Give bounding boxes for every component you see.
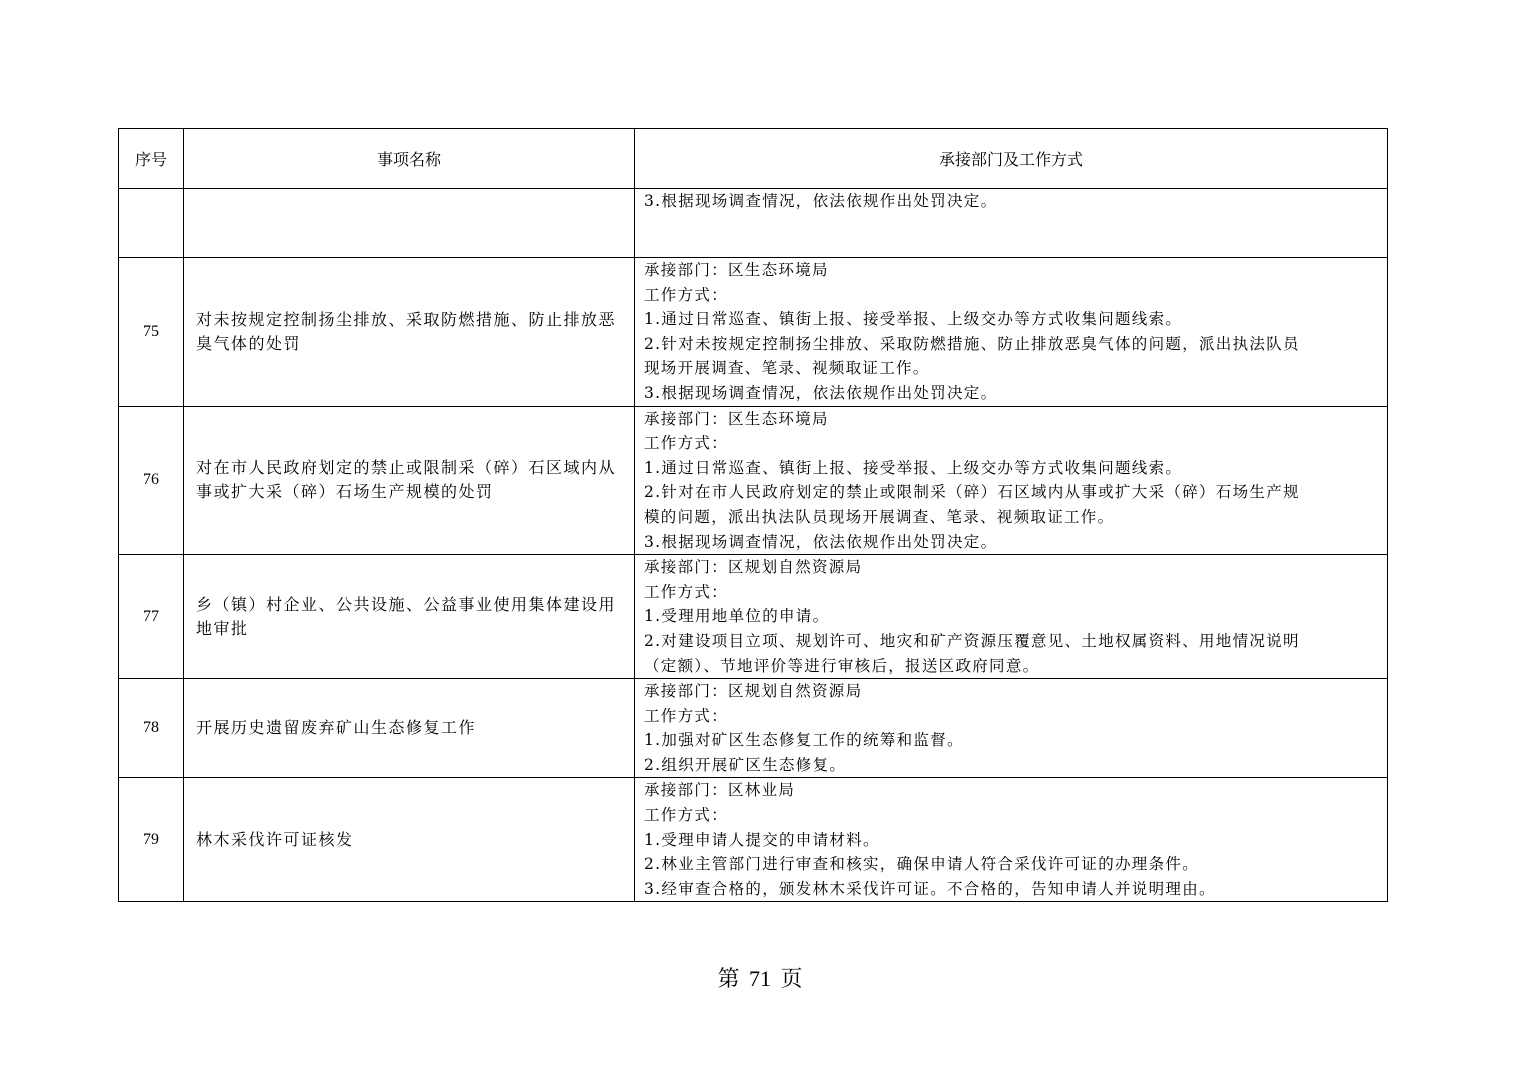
row-method xyxy=(635,679,1388,778)
method-line: 3.经审查合格的，颁发林木采伐许可证。不合格的，告知申请人并说明理由。 xyxy=(644,879,1216,898)
row-number: 76 xyxy=(119,406,184,555)
method-line: 现场开展调查、笔录、视频取证工作。 xyxy=(644,359,930,378)
page-number: 71 xyxy=(749,966,771,991)
row-item-name: 林木采伐许可证核发 xyxy=(184,778,635,902)
method-line: 工作方式： xyxy=(644,285,729,304)
table-row xyxy=(119,679,1388,778)
row-item-name: 对在市人民政府划定的禁止或限制采（碎）石区域内从事或扩大采（碎）石场生产规模的处罚 xyxy=(184,406,635,555)
table-row xyxy=(119,778,1388,902)
row-method xyxy=(635,406,1388,555)
table-row xyxy=(119,555,1388,679)
method-line: 工作方式： xyxy=(644,434,729,453)
row-number: 79 xyxy=(119,778,184,902)
method-line: 3.根据现场调查情况，依法依规作出处罚决定。 xyxy=(644,532,998,551)
row-number: 75 xyxy=(119,258,184,407)
row-method xyxy=(635,189,1388,258)
method-line: 承接部门：区林业局 xyxy=(644,781,796,800)
method-line: 承接部门：区规划自然资源局 xyxy=(644,558,863,577)
method-line: 1.受理用地单位的申请。 xyxy=(644,607,830,626)
method-line: 承接部门：区规划自然资源局 xyxy=(644,682,863,701)
row-item-name xyxy=(184,189,635,258)
row-method xyxy=(635,778,1388,902)
method-line: 1.通过日常巡查、镇街上报、接受举报、上级交办等方式收集问题线索。 xyxy=(644,310,1183,329)
method-line: 1.加强对矿区生态修复工作的统筹和监督。 xyxy=(644,731,964,750)
method-line: （定额）、节地评价等进行审核后，报送区政府同意。 xyxy=(644,656,1040,675)
method-line: 2.对建设项目立项、规划许可、地灾和矿产资源压覆意见、土地权属资料、用地情况说明 xyxy=(644,631,1300,650)
table-row xyxy=(119,189,1388,258)
header-department-method: 承接部门及工作方式 xyxy=(635,129,1388,189)
row-item-name: 对未按规定控制扬尘排放、采取防燃措施、防止排放恶臭气体的处罚 xyxy=(184,258,635,407)
row-number: 78 xyxy=(119,679,184,778)
method-line: 3.根据现场调查情况，依法依规作出处罚决定。 xyxy=(644,192,998,210)
method-line: 承接部门：区生态环境局 xyxy=(644,409,829,428)
page-number-footer xyxy=(0,962,1520,993)
page-suffix: 页 xyxy=(780,966,803,991)
method-line: 2.组织开展矿区生态修复。 xyxy=(644,755,847,774)
method-line: 工作方式： xyxy=(644,806,729,825)
header-item-name: 事项名称 xyxy=(184,129,635,189)
method-line: 工作方式： xyxy=(644,582,729,601)
items-table xyxy=(118,128,1388,902)
method-line: 3.根据现场调查情况，依法依规作出处罚决定。 xyxy=(644,383,998,402)
header-serial-number: 序号 xyxy=(119,129,184,189)
method-line: 1.受理申请人提交的申请材料。 xyxy=(644,830,880,849)
row-number: 77 xyxy=(119,555,184,679)
table-row xyxy=(119,406,1388,555)
table-row xyxy=(119,258,1388,407)
row-item-name: 乡（镇）村企业、公共设施、公益事业使用集体建设用地审批 xyxy=(184,555,635,679)
method-line: 1.通过日常巡查、镇街上报、接受举报、上级交办等方式收集问题线索。 xyxy=(644,458,1183,477)
row-item-name: 开展历史遗留废弃矿山生态修复工作 xyxy=(184,679,635,778)
row-method xyxy=(635,258,1388,407)
method-line: 2.林业主管部门进行审查和核实，确保申请人符合采伐许可证的办理条件。 xyxy=(644,855,1199,874)
page-prefix: 第 xyxy=(717,966,740,991)
method-line: 工作方式： xyxy=(644,706,729,725)
row-number xyxy=(119,189,184,258)
method-line: 2.针对未按规定控制扬尘排放、采取防燃措施、防止排放恶臭气体的问题，派出执法队员 xyxy=(644,334,1300,353)
method-line: 模的问题，派出执法队员现场开展调查、笔录、视频取证工作。 xyxy=(644,507,1115,526)
table-header-row xyxy=(119,129,1388,189)
row-method xyxy=(635,555,1388,679)
method-line: 2.针对在市人民政府划定的禁止或限制采（碎）石区域内从事或扩大采（碎）石场生产规 xyxy=(644,483,1300,502)
method-line: 承接部门：区生态环境局 xyxy=(644,261,829,279)
